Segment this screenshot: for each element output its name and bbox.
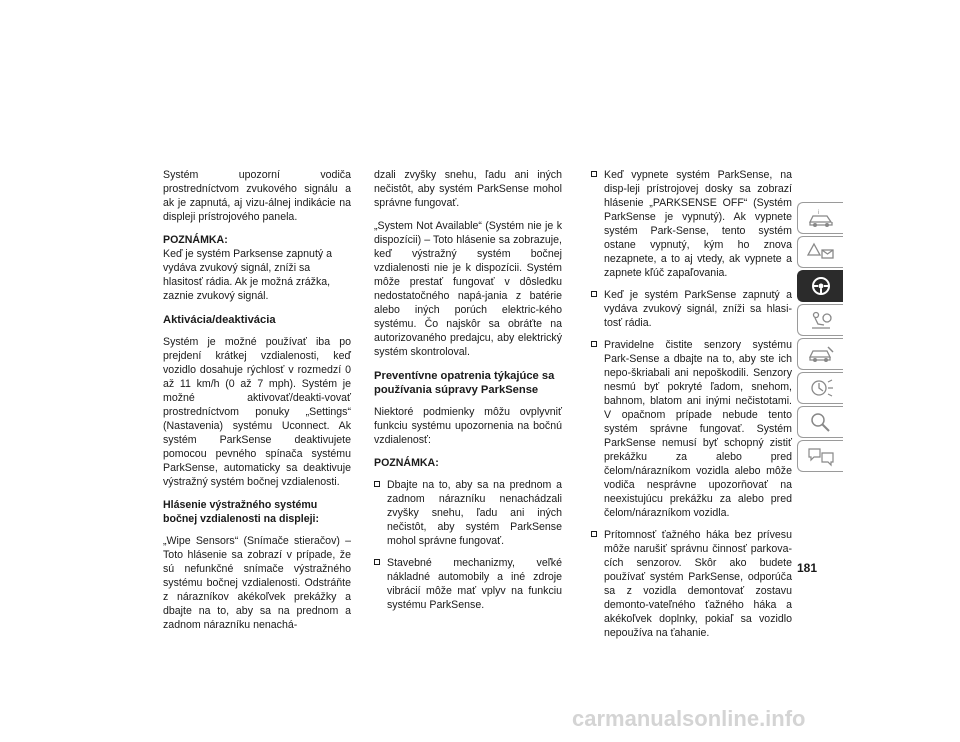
- list-item: Prítomnosť ťažného háka bez prívesu môže narušiť správnu činnosť parkova-cích senzorov. Skôr ako budete používať systém ParkSense, odporúča sa z vozidla demontovať zostavu demonto-vateľného ťažného háka a akékoľvek doplnky, pokiaľ sa vozidlo nepoužíva na ťahanie.: [591, 528, 792, 640]
- watermark: carmanualsonline.info: [572, 706, 806, 731]
- square-bullet-icon: [591, 171, 597, 177]
- paragraph: „Wipe Sensors“ (Snímače stieračov) – Toto hlásenie sa zobrazí v prípade, že sú nefunkčné snímače výstražného systému bočnej vzdialenosti. Odstráňte z nárazníkov akékoľvek prekážky a dbajte na to, aby sa na prednom a zadnom nárazníku nenachá-: [163, 535, 351, 631]
- note-label: POZNÁMKA:: [374, 457, 439, 469]
- multilanguage-icon[interactable]: [797, 440, 843, 472]
- list-item: Dbajte na to, aby sa na prednom a zadnom nárazníku nenachádzali zvyšky snehu, ľadu ani iných nečistôt, aby systém ParkSense mohol správne fungovať.: [374, 478, 562, 548]
- list-item: Keď je systém ParkSense zapnutý a vydáva zvukový signál, zníži sa hlasi-tosť rádia.: [591, 288, 792, 330]
- paragraph: „System Not Available“ (Systém nie je k dispozícii) – Toto hlásenie sa zobrazuje, keď výstražný systém bočnej vzdialenosti nie je k dispozícii. Systém môže prestať fungovať v dôsledku nedostatočného napá-jania z batérie alebo iných porúch elektric-kého systému. Čo najskôr sa obráťte na autorizovaného predajcu, aby elektrický systém skontroloval.: [374, 220, 562, 358]
- text-column-3: [591, 168, 792, 648]
- steering-wheel-icon[interactable]: [797, 270, 843, 302]
- bullet-list: [591, 168, 792, 640]
- search-icon[interactable]: [797, 406, 843, 438]
- square-bullet-icon: [591, 291, 597, 297]
- text-column-1: [163, 168, 351, 641]
- note-text: Keď je systém Parksense zapnutý a vydáva zvukový signál, zníži sa hlasitosť rádia. Ak je možná zrážka, zaznie zvukový signál.: [163, 248, 333, 302]
- paragraph: Systém upozorní vodiča prostredníctvom zvukového signálu a ak je zapnutá, aj vizu-álnej indikácie na displeji prístrojového panela.: [163, 169, 351, 223]
- bullet-list: [374, 478, 562, 612]
- list-item: Stavebné mechanizmy, veľké nákladné automobily a iné zdroje vibrácií môže mať vplyv na funkciu systému ParkSense.: [374, 556, 562, 612]
- svg-text:i: i: [817, 210, 819, 216]
- chapter-tabs: [797, 202, 843, 472]
- paragraph: Niektoré podmienky môžu ovplyvniť funkciu systému upozornenia na bočnú vzdialenosť:: [374, 406, 562, 446]
- note-label: POZNÁMKA:: [163, 234, 228, 246]
- square-bullet-icon: [374, 559, 380, 565]
- emergency-icon[interactable]: [797, 372, 843, 404]
- section-heading-precautions: Preventívne opatrenia týkajúce sa používania súpravy ParkSense: [374, 370, 555, 396]
- square-bullet-icon: [591, 341, 597, 347]
- paragraph: dzali zvyšky snehu, ľadu ani iných nečistôt, aby systém ParkSense mohol správne fungovať.: [374, 169, 562, 209]
- list-item: Keď vypnete systém ParkSense, na disp-leji prístrojovej dosky sa zobrazí hlásenie „PARKSENSE OFF“ (Systém ParkSense je vypnutý). Ak vypnete systém Park-Sense, tento systém ostane vypnutý, kým ho znova nezapnete, a to aj vtedy, ak vypnete a zapnete kľúč zapaľovania.: [591, 168, 792, 280]
- airbag-icon[interactable]: [797, 304, 843, 336]
- square-bullet-icon: [374, 481, 380, 487]
- page-number: 181: [797, 561, 818, 575]
- square-bullet-icon: [591, 531, 597, 537]
- section-heading-activation: Aktivácia/deaktivácia: [163, 314, 276, 326]
- list-item: Pravidelne čistite senzory systému Park-Sense a dbajte na to, aby ste ich nepo-škriabali ani nepoškodili. Senzory nesmú byť pokryté ľadom, snehom, bahnom, blatom ani inými nečistotami. V opačnom prípade nebude tento systém správne fungovať. Systém ParkSense nemusí byť schopný zistiť prekážku za alebo pred čelom/nárazníkom vozidla alebo môže vodiča nesprávne upozorňovať na neexistujúcu prekážku za alebo pred čelom/nárazníkom vozidla.: [591, 338, 792, 520]
- section-heading-messages: Hlásenie výstražného systému bočnej vzdialenosti na displeji:: [163, 499, 319, 525]
- text-column-2: [374, 168, 562, 620]
- warning-lights-icon[interactable]: [797, 236, 843, 268]
- car-service-icon[interactable]: [797, 338, 843, 370]
- car-info-icon[interactable]: [797, 202, 843, 234]
- paragraph: Systém je možné používať iba po prejdení krátkej vzdialenosti, keď vozidlo dosahuje rýchlosť v rozmedzí 0 až 11 km/h (0 až 7 mph). Systém je možné aktivovať/deakti-vovať prostredníctvom ponuky „Settings“ (Nastavenia) systému Uconnect. Ak systém ParkSense deaktivujete pomocou pevného spínača systému ParkSense, automaticky sa deaktivuje výstražný systém bočnej vzdialenosti.: [163, 336, 351, 488]
